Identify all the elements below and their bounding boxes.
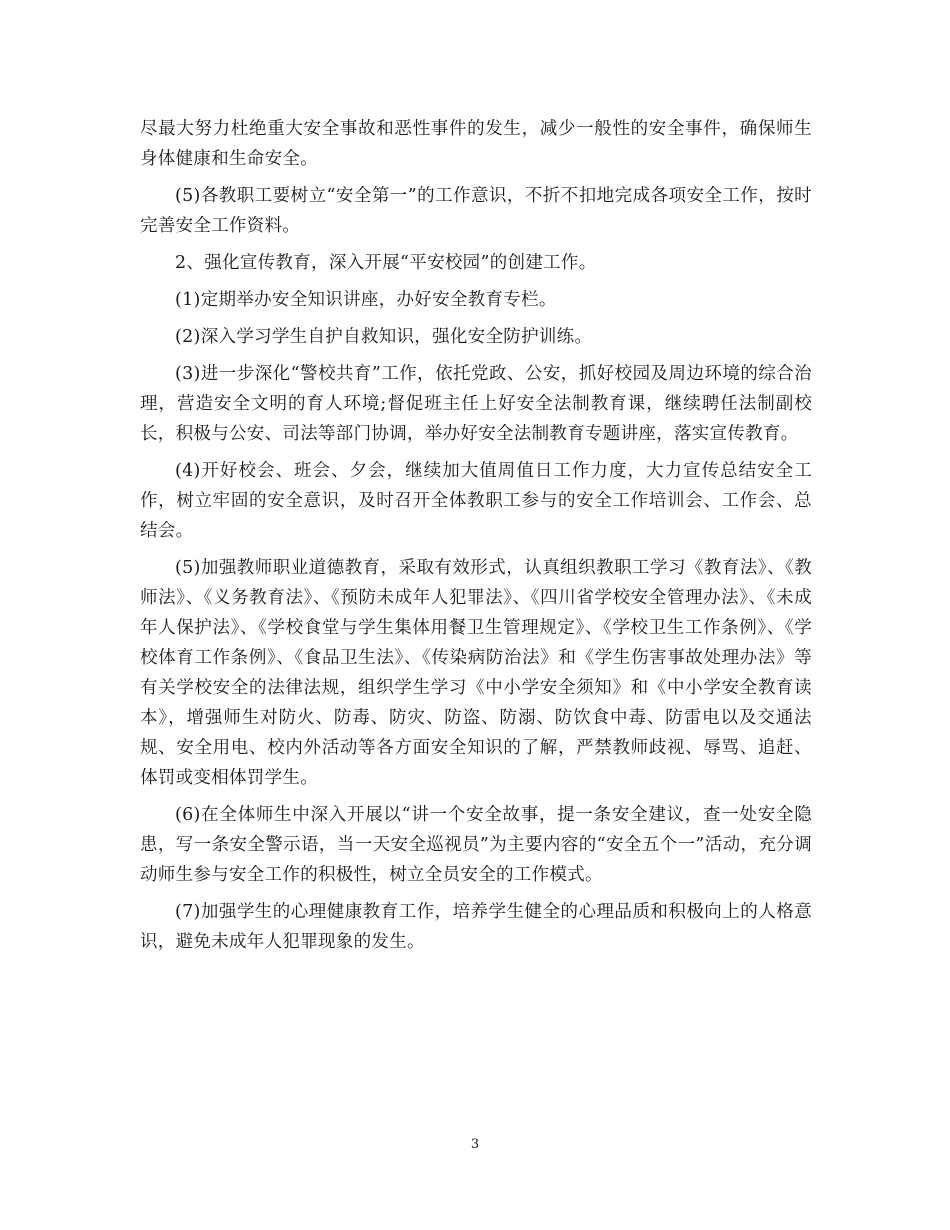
paragraph: (1)定期举办安全知识讲座，办好安全教育专栏。 bbox=[175, 290, 557, 310]
paragraph: 尽最大努力杜绝重大安全事故和恶性事件的发生，减少一般性的安全事件，确保师生身体健康和生命安全。 bbox=[140, 119, 812, 169]
section-heading: 2、强化宣传教育，深入开展“平安校园”的创建工作。 bbox=[175, 253, 597, 273]
paragraph: (4)开好校会、班会、夕会，继续加大值周值日工作力度，大力宣传总结安全工作，树立牢固的安全意识，及时召开全体教职工参与的安全工作培训会、工作会、总结会。 bbox=[140, 461, 812, 541]
paragraph: (6)在全体师生中深入开展以“讲一个安全故事，提一条安全建议，查一处安全隐患，写一条安全警示语，当一天安全巡视员”为主要内容的“安全五个一”活动，充分调动师生参与安全工作的积极性，树立全员安全的工作模式。 bbox=[140, 805, 812, 885]
document-body bbox=[140, 114, 812, 964]
paragraph: (2)深入学习学生自护自救知识，强化安全防护训练。 bbox=[175, 327, 593, 347]
paragraph: (5)各教职工要树立“安全第一”的工作意识，不折不扣地完成各项安全工作，按时完善安全工作资料。 bbox=[140, 186, 812, 236]
paragraph: (7)加强学生的心理健康教育工作，培养学生健全的心理品质和积极向上的人格意识，避免未成年人犯罪现象的发生。 bbox=[140, 902, 812, 952]
page-number: 3 bbox=[470, 1137, 480, 1152]
paragraph: (3)进一步深化“警校共育”工作，依托党政、公安，抓好校园及周边环境的综合治理，营造安全文明的育人环境;督促班主任上好安全法制教育课，继续聘任法制副校长，积极与公安、司法等部门协调，举办好安全法制教育专题讲座，落实宣传教育。 bbox=[140, 364, 812, 444]
paragraph: (5)加强教师职业道德教育，采取有效形式，认真组织教职工学习《教育法》、《教师法》、《义务教育法》、《预防未成年人犯罪法》、《四川省学校安全管理办法》、《未成年人保护法》、《学校食堂与学生集体用餐卫生管理规定》、《学校卫生工作条例》、《学校体育工作条例》、《食品卫生法》、《传染病防治法》和《学生伤害事故处理办法》等有关学校安全的法律法规，组织学生学习《中小学安全须知》和《中小学安全教育读本》，增强师生对防火、防毒、防灾、防盗、防溺、防饮食中毒、防雷电以及交通法规、安全用电、校内外活动等各方面安全知识的了解，严禁教师歧视、辱骂、追赶、体罚或变相体罚学生。 bbox=[140, 558, 812, 788]
